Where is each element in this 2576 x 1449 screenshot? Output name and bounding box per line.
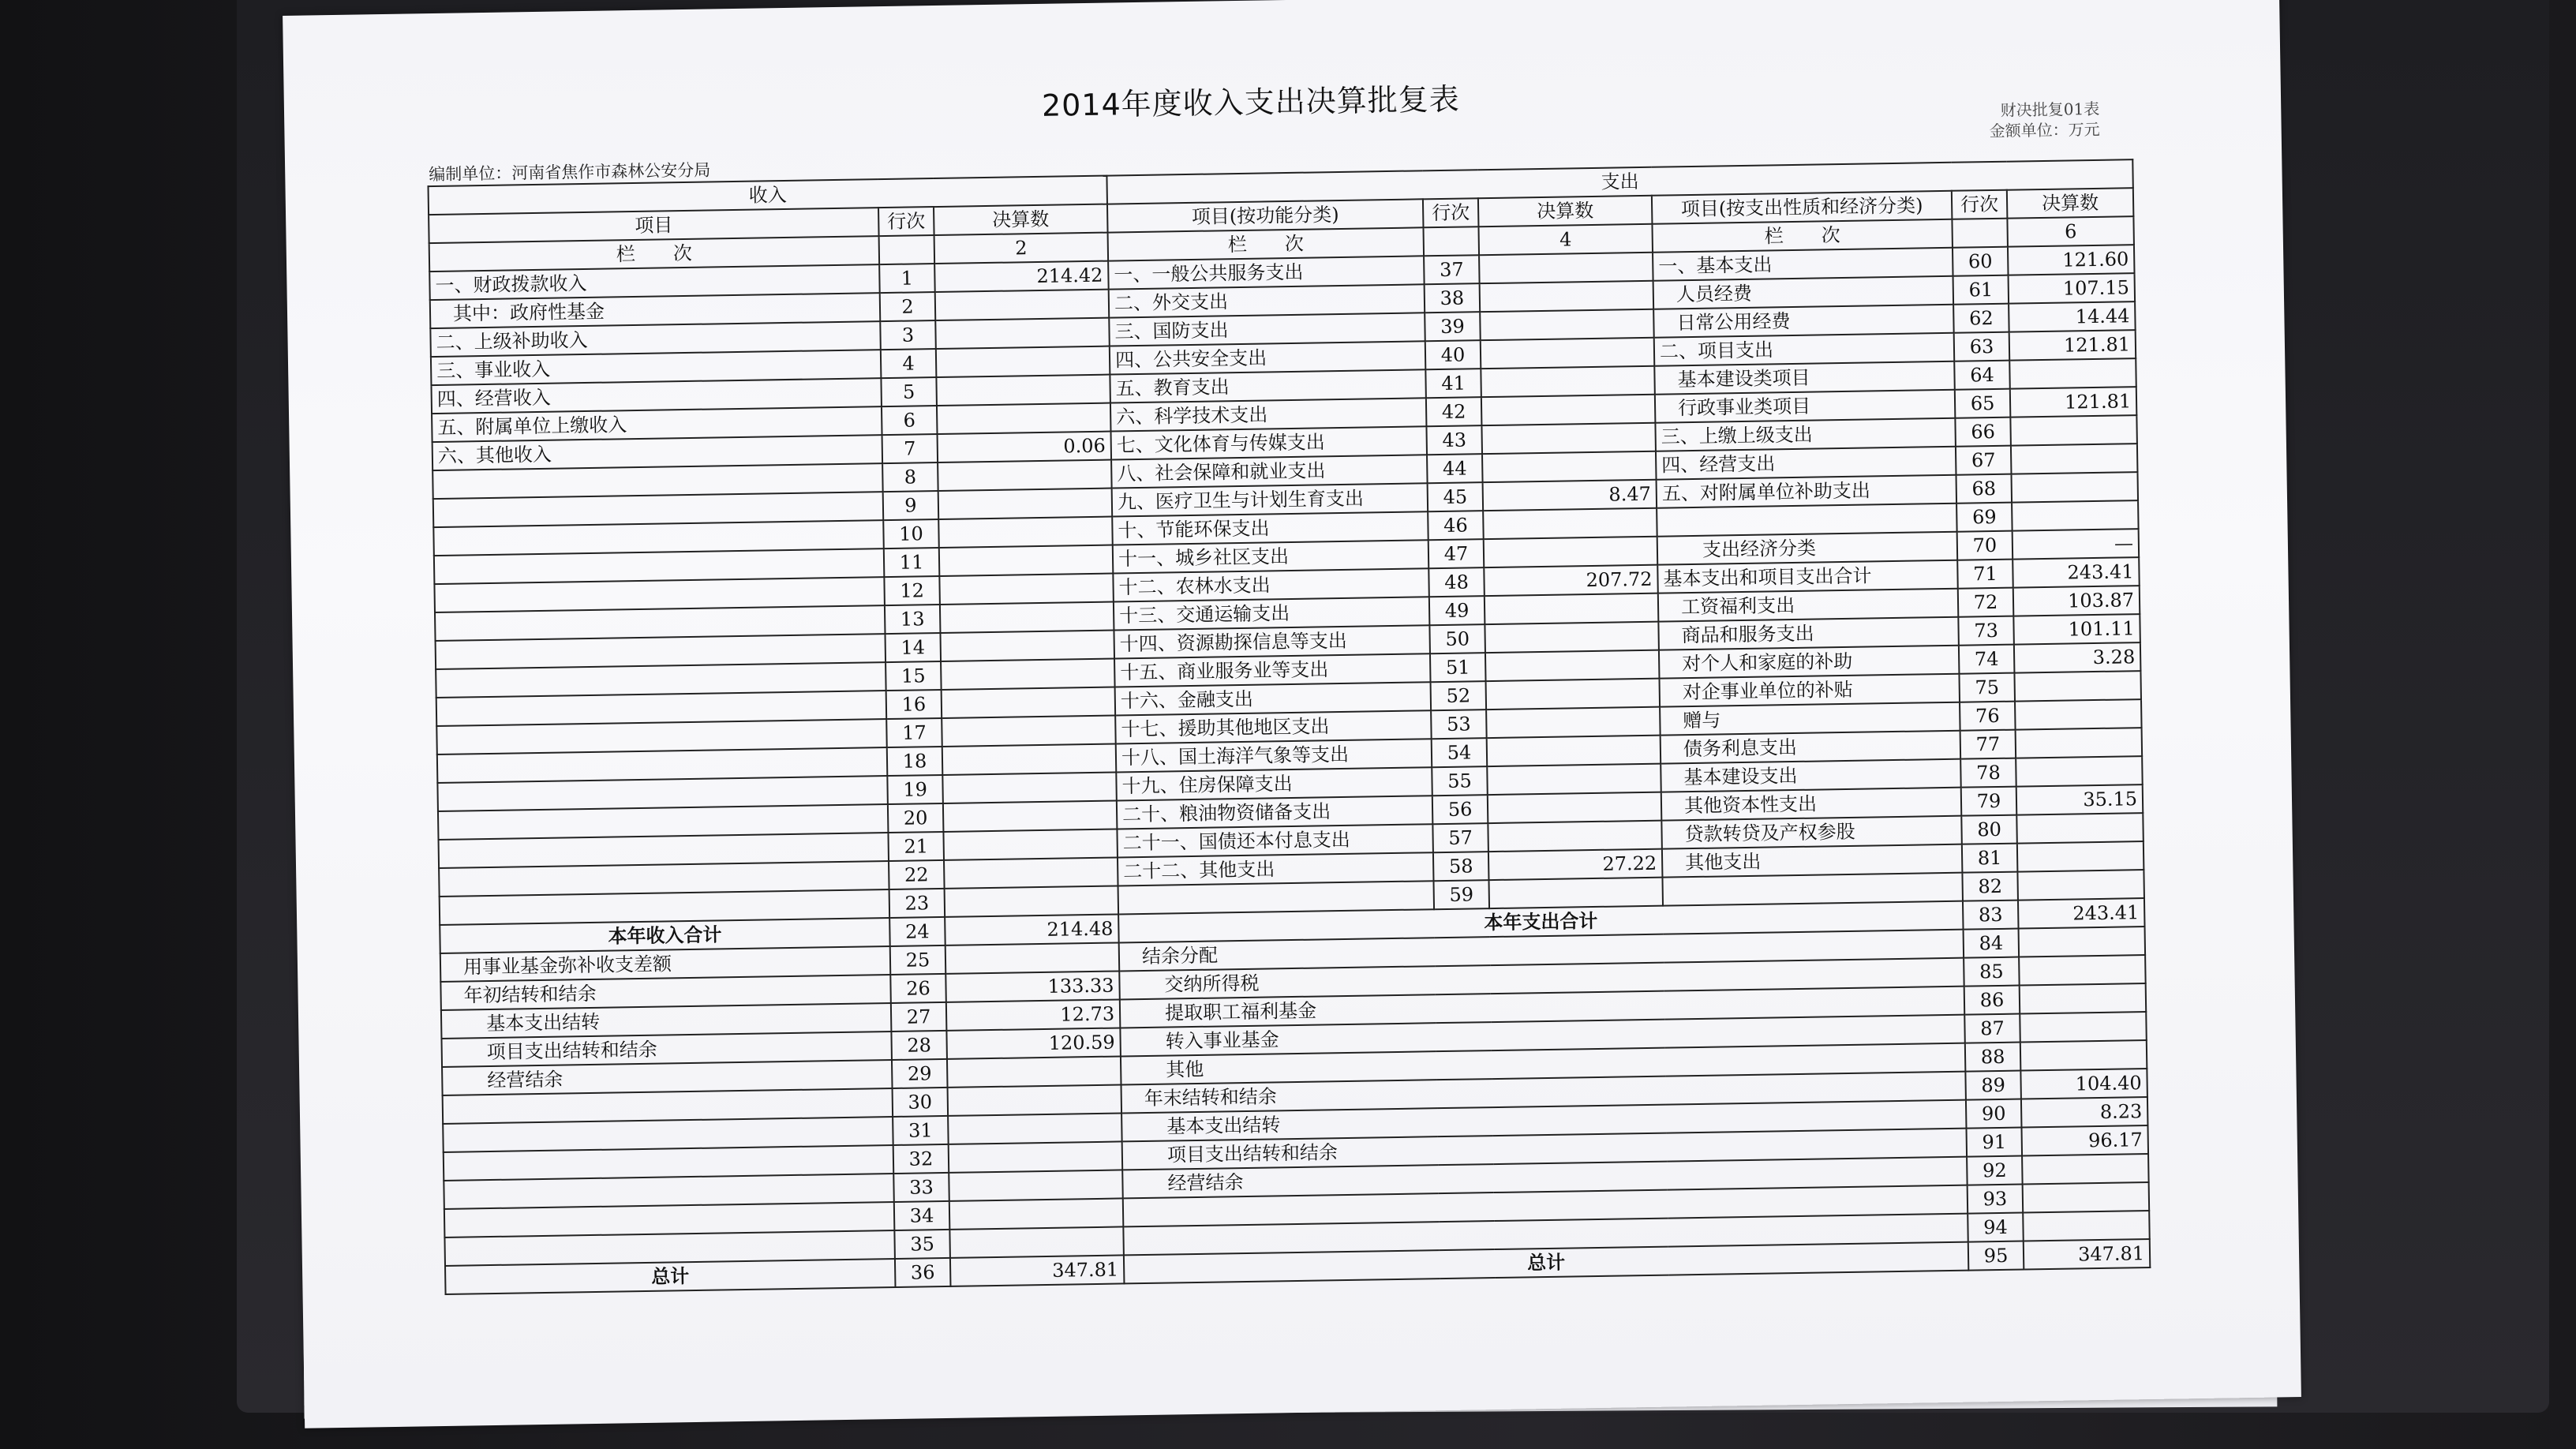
income-row-number: 23 <box>889 889 945 918</box>
income-item-label: 三、事业收入 <box>431 350 881 385</box>
econ-row-number: 64 <box>1954 361 2010 390</box>
income-annual-total-row-number: 24 <box>889 917 945 946</box>
income-row-number: 35 <box>894 1230 950 1259</box>
income-item-label: 项目支出结转和结余 <box>441 1032 891 1067</box>
income-row-number: 4 <box>881 349 937 378</box>
expense-item-label: 项目支出结转和结余 <box>1122 1129 1967 1170</box>
func-item-label: 五、教育支出 <box>1110 369 1426 402</box>
income-item-label: 五、附属单位上缴收入 <box>432 406 882 442</box>
expense-amount <box>2020 1040 2147 1071</box>
income-row-number: 12 <box>884 576 940 605</box>
econ-item-header: 项目(按支出性质和经济分类) <box>1652 191 1953 224</box>
income-rowno-header: 行次 <box>878 207 934 236</box>
func-item-label: 六、科学技术支出 <box>1110 398 1427 431</box>
econ-item-label: 债务利息支出 <box>1661 731 1961 764</box>
income-grand-total-amount: 347.81 <box>950 1255 1125 1286</box>
income-amount <box>942 716 1116 747</box>
income-row-number: 29 <box>892 1059 948 1088</box>
income-row-number: 1 <box>879 264 935 293</box>
econ-item-label: 行政事业类项目 <box>1655 390 1956 423</box>
econ-amount <box>2014 671 2141 702</box>
table-body <box>429 159 2151 1294</box>
econ-item-label: 二、项目支出 <box>1654 333 1955 366</box>
func-amount <box>1488 792 1662 823</box>
func-item-label: 九、医疗卫生与计划生育支出 <box>1112 483 1428 516</box>
func-item-label: 十一、城乡社区支出 <box>1113 540 1429 573</box>
income-row-number: 26 <box>890 974 946 1003</box>
expense-grand-total-row-number: 95 <box>1968 1241 2024 1271</box>
econ-amount: 3.28 <box>2014 642 2141 673</box>
expense-amount: 8.23 <box>2021 1097 2148 1128</box>
func-amount <box>1481 423 1656 454</box>
income-amount <box>935 318 1110 349</box>
econ-row-number: 61 <box>1953 275 2009 305</box>
func-amount <box>1480 309 1654 340</box>
expense-item-label: 转入事业基金 <box>1120 1015 1964 1057</box>
income-row-number: 3 <box>880 320 936 350</box>
income-row-number: 32 <box>893 1144 949 1174</box>
econ-amount: 121.81 <box>2010 387 2137 417</box>
econ-item-label: 三、上缴上级支出 <box>1655 418 1956 451</box>
econ-amount <box>2016 813 2144 844</box>
expense-row-number: 91 <box>1967 1128 2023 1157</box>
func-row-number: 40 <box>1425 340 1481 369</box>
func-amount: 8.47 <box>1483 480 1657 511</box>
func-row-number: 43 <box>1426 425 1482 455</box>
income-amount <box>940 602 1114 633</box>
econ-item-label: 基本建设类项目 <box>1654 361 1955 395</box>
func-amount <box>1484 537 1658 567</box>
econ-row-number: 75 <box>1959 673 2015 702</box>
func-rowno-header: 行次 <box>1423 198 1479 227</box>
income-row-number: 34 <box>894 1201 950 1230</box>
econ-amount: 243.41 <box>2012 557 2140 588</box>
expense-item-label: 交纳所得税 <box>1119 958 1964 1000</box>
econ-row-number: 73 <box>1958 616 2014 646</box>
func-item-label: 一、一般公共服务支出 <box>1108 256 1425 289</box>
econ-amount: 107.15 <box>2009 273 2136 304</box>
econ-item-label: 其他资本性支出 <box>1661 788 1962 821</box>
func-row-number: 55 <box>1432 766 1488 796</box>
income-item-label: 一、财政拨款收入 <box>429 264 879 300</box>
income-item-label: 用事业基金弥补收支差额 <box>440 946 890 982</box>
income-amount <box>939 574 1114 605</box>
income-amount: 120.59 <box>946 1028 1121 1058</box>
income-amount <box>942 687 1116 718</box>
amount-unit: 金额单位：万元 <box>1989 119 2100 141</box>
econ-row-number: 69 <box>1956 503 2012 532</box>
income-amount <box>949 1226 1124 1257</box>
func-amount <box>1486 707 1661 738</box>
income-row-number: 16 <box>886 690 942 719</box>
econ-amount: 121.60 <box>2008 245 2135 275</box>
func-row-number: 48 <box>1428 567 1485 597</box>
income-grand-total-row-number: 36 <box>895 1258 951 1287</box>
func-amount <box>1483 508 1657 539</box>
income-amount <box>944 857 1118 888</box>
expense-grand-total-label: 总计 <box>1124 1242 1968 1284</box>
func-row-number: 58 <box>1433 852 1489 881</box>
econ-amount <box>2017 870 2144 900</box>
income-amount <box>943 829 1118 859</box>
expense-row-number: 94 <box>1968 1213 2024 1242</box>
econ-item-label: 其他支出 <box>1662 844 1963 878</box>
income-item-label: 四、经营收入 <box>431 378 881 414</box>
econ-row-number: 76 <box>1960 702 2016 731</box>
econ-row-number: 80 <box>1961 815 2017 844</box>
expense-amount <box>2020 1012 2147 1043</box>
func-item-label: 二十、粮油物资储备支出 <box>1117 796 1433 829</box>
econ-rowno-header: 行次 <box>1952 190 2008 219</box>
expense-row-number: 88 <box>1965 1043 2021 1072</box>
func-item-label: 二十二、其他支出 <box>1118 852 1434 886</box>
income-lanci-no <box>879 235 935 264</box>
func-amount <box>1487 736 1661 766</box>
econ-amount <box>2009 358 2136 389</box>
econ-row-number: 81 <box>1962 844 2018 873</box>
income-row-number: 30 <box>893 1088 949 1117</box>
func-amount <box>1487 764 1661 795</box>
income-row-number: 5 <box>881 377 937 406</box>
econ-amount: — <box>2012 529 2140 560</box>
income-amount <box>936 346 1110 377</box>
func-item-label: 二十一、国债还本付息支出 <box>1117 824 1433 857</box>
expense-amount <box>2020 983 2147 1014</box>
income-amount <box>938 517 1113 548</box>
func-row-number: 45 <box>1428 482 1484 511</box>
func-item-label: 二、外交支出 <box>1109 284 1425 317</box>
page-title: 2014年度收入支出决算批复表 <box>1041 81 1461 123</box>
econ-row-number: 72 <box>1958 588 2014 617</box>
expense-row-number: 87 <box>1964 1014 2020 1043</box>
income-row-number: 8 <box>882 462 938 492</box>
income-amount <box>942 773 1117 803</box>
func-row-number: 51 <box>1430 653 1486 682</box>
income-row-number: 10 <box>883 519 939 549</box>
expense-item-label: 结余分配 <box>1119 930 1964 972</box>
func-amount: 207.72 <box>1484 565 1658 596</box>
income-amount: 0.06 <box>938 432 1112 462</box>
econ-amount <box>2015 699 2142 730</box>
expense-item-label: 基本支出结转 <box>1121 1100 1966 1142</box>
func-row-number: 50 <box>1429 624 1485 653</box>
func-amount <box>1485 650 1660 681</box>
expense-item-label: 年末结转和结余 <box>1121 1072 1966 1114</box>
budget-table <box>428 159 2151 1295</box>
econ-row-number: 78 <box>1960 758 2016 788</box>
expense-item-label: 经营结余 <box>1122 1157 1967 1199</box>
func-amount: 27.22 <box>1488 849 1663 880</box>
income-row-number: 14 <box>885 633 941 662</box>
expense-amount <box>2022 1154 2149 1185</box>
income-lanci: 栏 次 <box>429 236 879 271</box>
expense-row-number: 90 <box>1966 1099 2022 1129</box>
func-row-number: 54 <box>1432 738 1488 767</box>
income-amount <box>949 1141 1123 1172</box>
func-row-number: 47 <box>1428 539 1485 568</box>
func-item-label: 七、文化体育与传媒支出 <box>1111 426 1428 459</box>
econ-amount-header: 决算数 <box>2007 188 2134 219</box>
econ-row-number: 70 <box>1957 531 2013 560</box>
func-amount <box>1482 451 1657 482</box>
income-row-number: 20 <box>888 803 944 833</box>
income-amount <box>943 801 1118 832</box>
func-item-label: 十八、国土海洋气象等支出 <box>1116 739 1432 772</box>
income-row-number: 13 <box>885 605 941 634</box>
econ-row-number: 66 <box>1955 417 2011 447</box>
income-amount <box>939 545 1114 576</box>
econ-item-label: 对企事业单位的补贴 <box>1660 674 1960 707</box>
econ-lanci: 栏 次 <box>1652 219 1953 253</box>
func-amount <box>1481 395 1656 425</box>
econ-row-number: 79 <box>1961 787 2017 816</box>
expense-amount <box>2023 1211 2150 1241</box>
func-amount <box>1486 679 1661 710</box>
income-row-number: 18 <box>887 747 943 776</box>
econ-amount: 103.87 <box>2013 586 2140 616</box>
expense-item-label: 其他 <box>1121 1043 1965 1085</box>
func-amount <box>1485 593 1659 624</box>
econ-row-number: 77 <box>1960 730 2016 759</box>
econ-item-label <box>1662 873 1963 906</box>
expense-amount <box>2019 955 2146 986</box>
income-amount <box>949 1198 1124 1229</box>
econ-amount: 121.81 <box>2009 330 2136 361</box>
income-item-header: 项目 <box>429 208 878 243</box>
econ-amount <box>2011 444 2138 474</box>
expense-row-number: 84 <box>1964 929 2020 958</box>
income-amount <box>948 1084 1122 1115</box>
income-amount-header: 决算数 <box>934 204 1108 235</box>
econ-row-number: 60 <box>1953 247 2009 276</box>
econ-lanci-no <box>1952 219 2008 248</box>
econ-amount <box>2012 500 2139 531</box>
income-row-number: 2 <box>880 292 936 321</box>
econ-amount: 14.44 <box>2009 301 2136 332</box>
income-item-label: 经营结余 <box>442 1060 892 1095</box>
func-item-label: 四、公共安全支出 <box>1110 341 1426 374</box>
income-header: 收入 <box>429 176 1107 215</box>
income-amount: 214.42 <box>934 261 1109 292</box>
func-row-number: 41 <box>1425 369 1481 398</box>
income-item-label: 基本支出结转 <box>441 1003 891 1039</box>
econ-row-number: 65 <box>1955 389 2011 418</box>
income-row-number: 19 <box>887 775 943 804</box>
income-amount <box>938 460 1112 491</box>
econ-item-label: 一、基本支出 <box>1653 248 1953 281</box>
econ-item-label: 工资福利支出 <box>1658 589 1959 622</box>
econ-col-number: 6 <box>2007 216 2134 247</box>
func-row-number: 59 <box>1434 880 1490 909</box>
func-item-label: 十二、农林水支出 <box>1113 568 1429 601</box>
expense-row-number: 89 <box>1965 1071 2021 1100</box>
income-item-label: 六、其他收入 <box>432 435 882 470</box>
econ-item-label: 支出经济分类 <box>1657 532 1958 565</box>
econ-row-number: 71 <box>1957 560 2013 589</box>
func-row-number: 39 <box>1425 312 1481 341</box>
func-row-number: 56 <box>1432 795 1488 824</box>
econ-amount <box>2010 415 2137 446</box>
income-amount <box>936 375 1110 406</box>
func-amount-header: 决算数 <box>1478 196 1653 227</box>
func-lanci-no <box>1424 227 1480 256</box>
econ-amount <box>2016 756 2143 787</box>
income-grand-total-label: 总计 <box>445 1259 895 1294</box>
expense-header: 支出 <box>1106 159 2132 204</box>
income-amount <box>942 744 1117 775</box>
econ-row-number: 82 <box>1962 872 2018 901</box>
func-item-label: 八、社会保障和就业支出 <box>1111 455 1428 488</box>
func-row-number: 44 <box>1427 454 1483 483</box>
expense-amount <box>2023 1182 2150 1213</box>
income-row-number: 7 <box>882 434 938 463</box>
expense-amount: 96.17 <box>2022 1125 2149 1156</box>
income-row-number: 31 <box>893 1116 949 1145</box>
econ-item-label: 五、对附属单位补助支出 <box>1657 475 1957 508</box>
func-item-label: 十六、金融支出 <box>1115 682 1432 715</box>
func-item-label: 十四、资源勘探信息等支出 <box>1114 625 1430 658</box>
econ-row-number: 63 <box>1954 332 2010 361</box>
income-amount: 12.73 <box>946 999 1121 1030</box>
expense-amount <box>2019 927 2146 957</box>
income-row-number: 9 <box>883 491 939 520</box>
expense-annual-total-amount: 243.41 <box>2018 898 2145 929</box>
econ-amount <box>2017 841 2144 872</box>
expense-row-number: 86 <box>1964 986 2020 1015</box>
func-item-label: 十、节能环保支出 <box>1112 511 1428 545</box>
income-annual-total-amount: 214.48 <box>945 914 1119 945</box>
func-amount <box>1488 821 1662 852</box>
income-row-number: 22 <box>889 860 945 889</box>
econ-item-label: 商品和服务支出 <box>1658 617 1959 650</box>
expense-row-number: 93 <box>1968 1185 2024 1214</box>
econ-row-number: 74 <box>1959 645 2015 674</box>
income-row-number: 28 <box>891 1031 947 1060</box>
func-item-label: 十九、住房保障支出 <box>1116 767 1432 800</box>
econ-item-label <box>1657 504 1957 537</box>
func-row-number: 49 <box>1429 596 1485 625</box>
econ-item-label: 四、经营支出 <box>1656 447 1956 480</box>
func-item-label: 十五、商业服务业等支出 <box>1114 653 1431 687</box>
income-amount <box>948 1113 1122 1144</box>
document-page <box>283 0 2301 1428</box>
func-row-number: 57 <box>1432 823 1488 852</box>
form-code: 财决批复01表 <box>2000 99 2100 120</box>
income-amount <box>935 290 1110 320</box>
func-amount <box>1480 281 1654 312</box>
func-row-number: 46 <box>1428 511 1484 540</box>
econ-item-label: 基本支出和项目支出合计 <box>1657 560 1958 593</box>
expense-item-label: 提取职工福利基金 <box>1120 987 1964 1028</box>
func-row-number: 38 <box>1425 283 1481 313</box>
income-row-number: 33 <box>893 1173 949 1202</box>
econ-row-number: 67 <box>1956 446 2012 475</box>
income-amount <box>949 1170 1123 1200</box>
income-amount <box>941 659 1115 690</box>
func-item-label: 三、国防支出 <box>1109 313 1425 346</box>
income-row-number: 11 <box>884 548 940 577</box>
expense-grand-total-amount: 347.81 <box>2024 1239 2151 1270</box>
func-lanci: 栏 次 <box>1108 227 1425 260</box>
func-item-header: 项目(按功能分类) <box>1107 199 1424 232</box>
func-amount <box>1479 253 1653 283</box>
econ-amount: 35.15 <box>2016 784 2144 815</box>
expense-annual-total-row-number: 83 <box>1963 900 2019 930</box>
income-amount <box>945 886 1119 916</box>
income-row-number: 27 <box>891 1002 947 1032</box>
func-row-number: 52 <box>1431 681 1487 710</box>
econ-item-label: 对个人和家庭的补助 <box>1659 646 1960 679</box>
econ-amount: 101.11 <box>2013 614 2140 645</box>
func-col-number: 4 <box>1479 224 1653 255</box>
func-row-number: 42 <box>1426 397 1482 426</box>
func-amount <box>1485 622 1659 653</box>
expense-annual-total-label: 本年支出合计 <box>1118 901 1963 943</box>
expense-amount: 104.40 <box>2020 1069 2147 1099</box>
func-amount <box>1481 338 1655 369</box>
income-amount <box>945 942 1120 973</box>
expense-row-number: 85 <box>1964 957 2020 987</box>
func-row-number: 53 <box>1431 710 1487 739</box>
func-amount <box>1489 878 1664 908</box>
econ-item-label: 人员经费 <box>1653 276 1954 309</box>
income-amount: 133.33 <box>945 971 1120 1002</box>
income-annual-total-label: 本年收入合计 <box>440 918 889 953</box>
func-amount <box>1481 366 1655 397</box>
income-col-number: 2 <box>934 233 1109 264</box>
econ-item-label: 日常公用经费 <box>1653 305 1954 338</box>
income-row-number: 25 <box>890 945 946 975</box>
econ-item-label: 基本建设支出 <box>1661 759 1961 792</box>
preparing-unit: 编制单位：河南省焦作市森林公安分局 <box>429 160 711 185</box>
func-item-label: 十七、援助其他地区支出 <box>1115 710 1432 743</box>
income-amount <box>947 1056 1121 1087</box>
econ-amount <box>2012 472 2139 503</box>
income-row-number: 21 <box>888 832 944 861</box>
econ-item-label: 赠与 <box>1660 702 1960 736</box>
func-row-number: 37 <box>1424 255 1480 284</box>
econ-row-number: 68 <box>1956 474 2012 504</box>
income-amount <box>938 489 1113 519</box>
income-row-number: 15 <box>886 661 942 691</box>
income-item-label: 其中：政府性基金 <box>430 293 880 328</box>
income-row-number: 6 <box>882 406 938 435</box>
econ-row-number: 62 <box>1953 304 2009 333</box>
income-item-label: 年初结转和结余 <box>440 975 890 1010</box>
income-row-number: 17 <box>886 718 942 747</box>
income-amount <box>937 403 1111 434</box>
income-amount <box>940 631 1114 661</box>
econ-item-label: 贷款转贷及产权参股 <box>1661 816 1962 849</box>
income-item-label: 二、上级补助收入 <box>430 321 880 357</box>
func-item-label: 十三、交通运输支出 <box>1114 597 1430 630</box>
econ-amount <box>2016 728 2143 758</box>
expense-row-number: 92 <box>1967 1156 2023 1185</box>
